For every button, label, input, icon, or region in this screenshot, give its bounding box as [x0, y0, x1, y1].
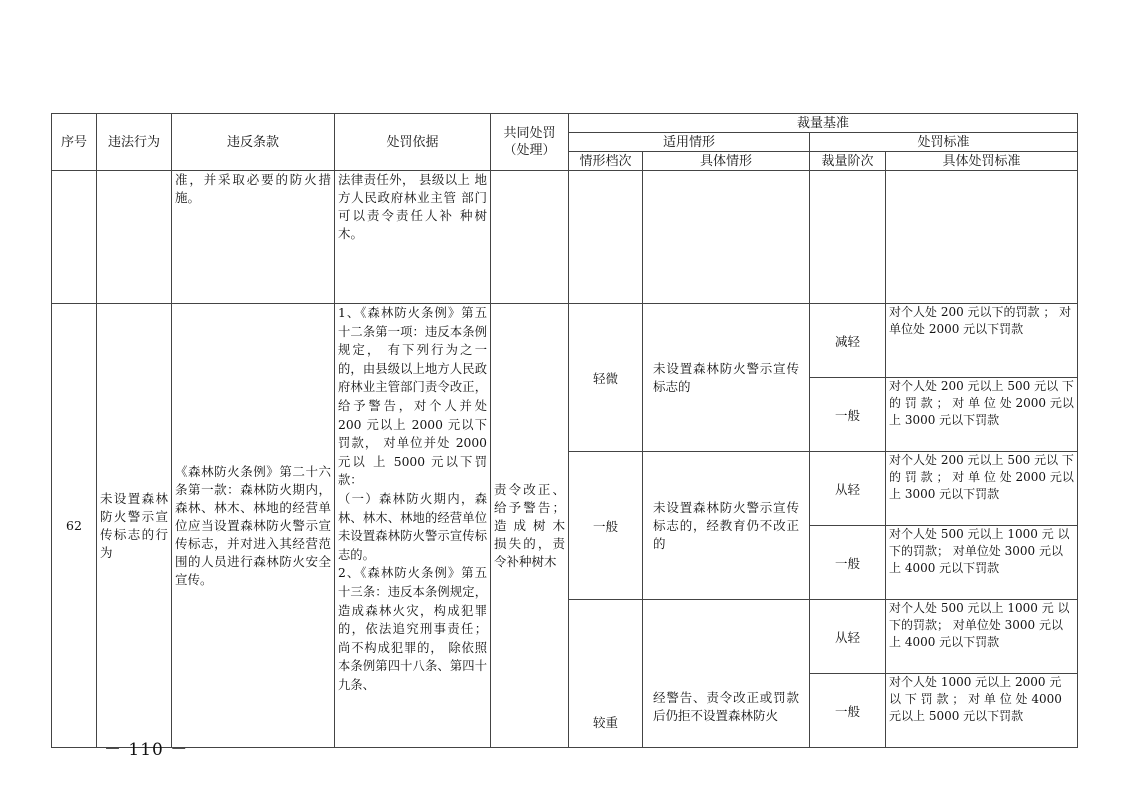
- level-general-general: 一般: [810, 526, 886, 600]
- cont-behavior: [97, 171, 172, 304]
- header-discretion: 裁量基准: [569, 114, 1078, 133]
- table-row-continuation: [52, 171, 1078, 304]
- level-light-reduce: 减轻: [810, 304, 886, 378]
- header-common-penalty: 共同处罚 （处理）: [491, 114, 569, 171]
- level-serious-general: 一般: [810, 674, 886, 748]
- cont-basis: 法律责任外， 县级以上 地方人民政府林业主管 部门可以责令责任人补 种树木。: [335, 171, 491, 304]
- grade-general: 一般: [569, 452, 643, 600]
- cont-common-penalty: [491, 171, 569, 304]
- situation-light: 未设置森林防火警示宣传标志的: [643, 304, 810, 452]
- row62-basis: 1、《森林防火条例》第五十二条第一项：违反本条例规定， 有下列行为之一的，由县级以上地方人民政府林业主管部门责令改正，给予警告，对个人并处 200 元以上 2000 元以下罚款， 对单位并处 2000 元以 上 5000 元以下罚款： （一）森林防火期内，森林、林木、林地的经营单位未设置森林防火警示宣传标志的。 2、《森林防火条例》第五十三条：违反本条例规定，造成森林火灾，构成犯罪的，依法追究刑事责任； 尚不构成犯罪的， 除依照本条例第四十八条、第四十九条、: [335, 304, 491, 748]
- standard-light-reduce: 对个人处 200 元以下的罚款 ； 对单位处 2000 元以下罚款: [886, 304, 1078, 378]
- cont-grade: [569, 171, 643, 304]
- standard-serious-lighter: 对个人处 500 元以上 1000 元 以下的罚款； 对单位处 3000 元以上 4000 元以下罚款: [886, 600, 1078, 674]
- standard-serious-general: 对个人处 1000 元以上 2000 元 以 下 罚 款 ； 对 单 位 处 4000 元以上 5000 元以下罚款: [886, 674, 1078, 748]
- header-applicable: 适用情形: [569, 133, 810, 152]
- cont-standard: [886, 171, 1078, 304]
- header-basis: 处罚依据: [335, 114, 491, 171]
- level-serious-lighter: 从轻: [810, 600, 886, 674]
- standard-general-general: 对个人处 500 元以上 1000 元 以下的罚款； 对单位处 3000 元以上 4000 元以下罚款: [886, 526, 1078, 600]
- header-clause: 违反条款: [172, 114, 335, 171]
- penalty-discretion-table: [51, 113, 1078, 748]
- header-specific-situation: 具体情形: [643, 152, 810, 171]
- situation-general: 未设置森林防火警示宣传标志的，经教育仍不改正的: [643, 452, 810, 600]
- standard-general-lighter: 对个人处 200 元以上 500 元以 下 的 罚 款 ； 对 单 位 处 2000 元以上 3000 元以下罚款: [886, 452, 1078, 526]
- page-number: － 110 －: [104, 740, 189, 760]
- grade-light: 轻微: [569, 304, 643, 452]
- level-general-lighter: 从轻: [810, 452, 886, 526]
- row62-common-penalty: 责令改正、给予警告；造 成 树 木 损失的，责令补种树木: [491, 304, 569, 748]
- header-behavior: 违法行为: [97, 114, 172, 171]
- row62-seq: 62: [52, 304, 97, 748]
- cont-clause: 准，并采取必要的防火措施。: [172, 171, 335, 304]
- cont-situation: [643, 171, 810, 304]
- table-row: [52, 304, 1078, 378]
- level-light-general: 一般: [810, 378, 886, 452]
- header-specific-standard: 具体处罚标准: [886, 152, 1078, 171]
- row62-behavior: 未设置森林防火警示宣传标志的行为: [97, 304, 172, 748]
- header-discretion-level: 裁量阶次: [810, 152, 886, 171]
- grade-serious: 较重: [569, 600, 643, 748]
- cont-level: [810, 171, 886, 304]
- header-standard: 处罚标准: [810, 133, 1078, 152]
- header-level-grade: 情形档次: [569, 152, 643, 171]
- situation-serious: 经警告、责令改正或罚款后仍拒不设置森林防火: [643, 600, 810, 748]
- cont-seq: [52, 171, 97, 304]
- standard-light-general: 对个人处 200 元以上 500 元以 下 的 罚 款 ； 对 单 位 处 2000 元以上 3000 元以下罚款: [886, 378, 1078, 452]
- header-seq: 序号: [52, 114, 97, 171]
- row62-clause: 《森林防火条例》第二十六条第一款：森林防火期内，森林、林木、林地的经营单位应当设置森林防火警示宣传标志，并对进入其经营范围的人员进行森林防火安全宣传。: [172, 304, 335, 748]
